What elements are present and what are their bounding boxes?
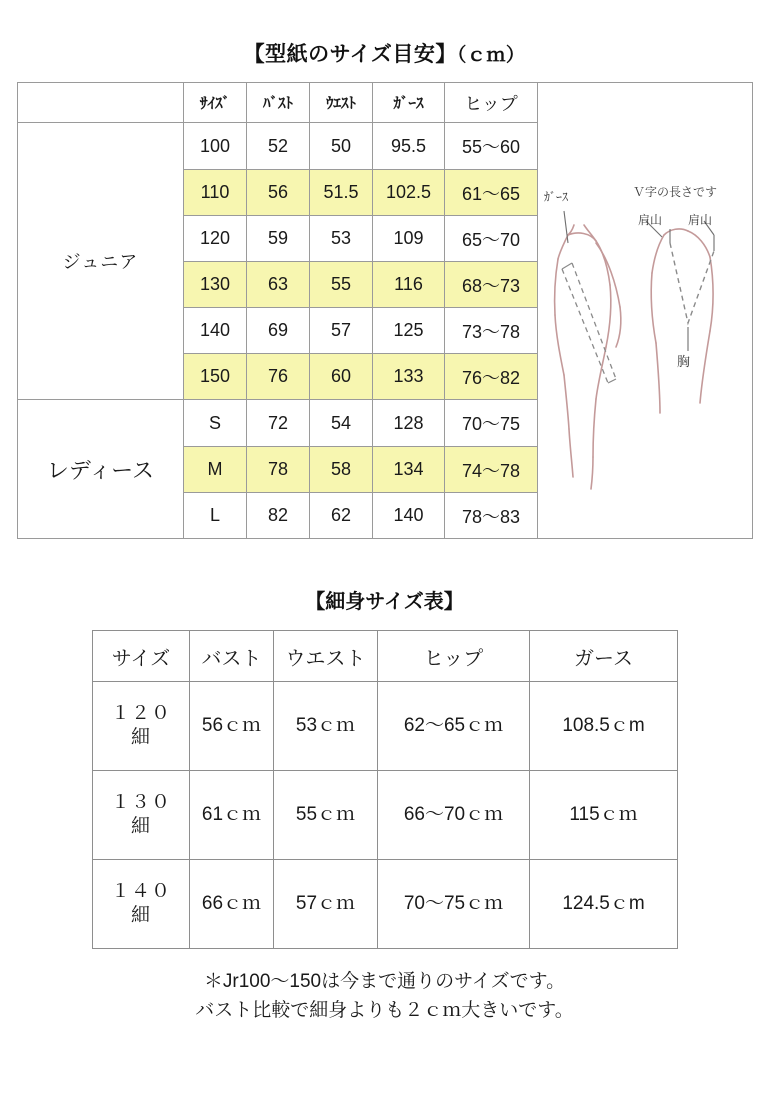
slim-cell-waist: 55ｃｍ xyxy=(274,771,378,860)
cell-waist: 58 xyxy=(310,447,373,493)
slim-cell-bust: 56ｃｍ xyxy=(190,682,274,771)
cell-bust: 76 xyxy=(247,354,310,400)
slim-cell-hip: 62〜65ｃｍ xyxy=(378,682,530,771)
cell-hip: 61〜65 xyxy=(445,170,538,216)
footnote-line-1: ＊Jr100〜150は今まで通りのサイズです。 xyxy=(203,971,566,992)
cell-bust: 69 xyxy=(247,308,310,354)
cell-gurth: 128 xyxy=(373,400,445,447)
slim-header-size: サイズ xyxy=(93,631,190,682)
cell-size: 140 xyxy=(184,308,247,354)
cell-gurth: 134 xyxy=(373,447,445,493)
slim-cell-waist: 53ｃｍ xyxy=(274,682,378,771)
cell-size: 150 xyxy=(184,354,247,400)
slim-header-hip: ヒップ xyxy=(378,631,530,682)
label-gurth: ｶﾞｰｽ xyxy=(544,190,569,204)
slim-cell-hip: 66〜70ｃｍ xyxy=(378,771,530,860)
cell-size: 110 xyxy=(184,170,247,216)
cell-gurth: 125 xyxy=(373,308,445,354)
header-gurth: ｶﾞｰｽ xyxy=(373,83,445,123)
slim-cell-hip: 70〜75ｃｍ xyxy=(378,860,530,949)
cell-waist: 62 xyxy=(310,493,373,539)
cell-size: M xyxy=(184,447,247,493)
label-shoulder-left: 肩山 xyxy=(638,213,663,227)
cell-hip: 55〜60 xyxy=(445,123,538,170)
cell-waist: 53 xyxy=(310,216,373,262)
category-junior: ジュニア xyxy=(18,123,184,400)
size-chart-page xyxy=(0,38,769,1118)
title-main-text: 【型紙のサイズ目安】 xyxy=(243,43,457,66)
footnote-line-2: バスト比較で細身よりも２ｃｍ大きいです。 xyxy=(195,1000,574,1022)
body-diagram-cell xyxy=(538,83,753,539)
slim-cell-gurth: 108.5ｃm xyxy=(530,682,678,771)
header-bust: ﾊﾞｽﾄ xyxy=(247,83,310,123)
cell-bust: 82 xyxy=(247,493,310,539)
cell-bust: 78 xyxy=(247,447,310,493)
cell-waist: 50 xyxy=(310,123,373,170)
cell-hip: 68〜73 xyxy=(445,262,538,308)
cell-waist: 55 xyxy=(310,262,373,308)
cell-bust: 72 xyxy=(247,400,310,447)
category-ladies: レディース xyxy=(18,400,184,539)
cell-bust: 59 xyxy=(247,216,310,262)
cell-size: 130 xyxy=(184,262,247,308)
cell-waist: 57 xyxy=(310,308,373,354)
cell-gurth: 102.5 xyxy=(373,170,445,216)
cell-bust: 52 xyxy=(247,123,310,170)
slim-header-gurth: ガース xyxy=(530,631,678,682)
body-diagram xyxy=(538,83,751,538)
slim-cell-size: １２０ 細 xyxy=(93,682,190,771)
slim-cell-gurth: 124.5ｃm xyxy=(530,860,678,949)
table-row xyxy=(93,682,678,771)
cell-size: S xyxy=(184,400,247,447)
cell-size: L xyxy=(184,493,247,539)
main-table-wrapper xyxy=(17,82,752,539)
slim-header-row xyxy=(93,631,678,682)
table-row xyxy=(93,771,678,860)
footnotes xyxy=(65,967,705,1026)
cell-waist: 51.5 xyxy=(310,170,373,216)
header-blank xyxy=(18,83,184,123)
label-chest: 胸 xyxy=(677,354,691,369)
cell-bust: 63 xyxy=(247,262,310,308)
cell-gurth: 109 xyxy=(373,216,445,262)
header-hip: ヒップ xyxy=(445,83,538,123)
slim-header-waist: ウエスト xyxy=(274,631,378,682)
cell-hip: 65〜70 xyxy=(445,216,538,262)
label-shoulder-right: 肩山 xyxy=(688,213,713,227)
header-size: ｻｲｽﾞ xyxy=(184,83,247,123)
cell-hip: 78〜83 xyxy=(445,493,538,539)
cell-gurth: 133 xyxy=(373,354,445,400)
cell-gurth: 95.5 xyxy=(373,123,445,170)
slim-size-table xyxy=(92,630,678,949)
cell-hip: 74〜78 xyxy=(445,447,538,493)
cell-hip: 76〜82 xyxy=(445,354,538,400)
table-row xyxy=(93,860,678,949)
label-v-length: Ｖ字の長さです xyxy=(633,185,718,199)
slim-cell-waist: 57ｃｍ xyxy=(274,860,378,949)
cell-hip: 73〜78 xyxy=(445,308,538,354)
slim-table-wrapper xyxy=(92,630,677,949)
pattern-size-table xyxy=(17,82,753,539)
cell-bust: 56 xyxy=(247,170,310,216)
cell-gurth: 116 xyxy=(373,262,445,308)
slim-cell-gurth: 115ｃｍ xyxy=(530,771,678,860)
page-title-main xyxy=(0,38,769,68)
header-waist: ｳｴｽﾄ xyxy=(310,83,373,123)
table-header-row xyxy=(18,83,753,123)
slim-cell-bust: 61ｃｍ xyxy=(190,771,274,860)
cell-hip: 70〜75 xyxy=(445,400,538,447)
title-main-unit: （ｃｍ） xyxy=(456,45,526,66)
slim-cell-bust: 66ｃｍ xyxy=(190,860,274,949)
cell-gurth: 140 xyxy=(373,493,445,539)
cell-size: 100 xyxy=(184,123,247,170)
cell-waist: 60 xyxy=(310,354,373,400)
slim-header-bust: バスト xyxy=(190,631,274,682)
slim-cell-size: １４０ 細 xyxy=(93,860,190,949)
slim-cell-size: １３０ 細 xyxy=(93,771,190,860)
page-title-slim: 【細身サイズ表】 xyxy=(305,591,464,613)
cell-waist: 54 xyxy=(310,400,373,447)
cell-size: 120 xyxy=(184,216,247,262)
body-diagram-svg xyxy=(538,83,751,538)
